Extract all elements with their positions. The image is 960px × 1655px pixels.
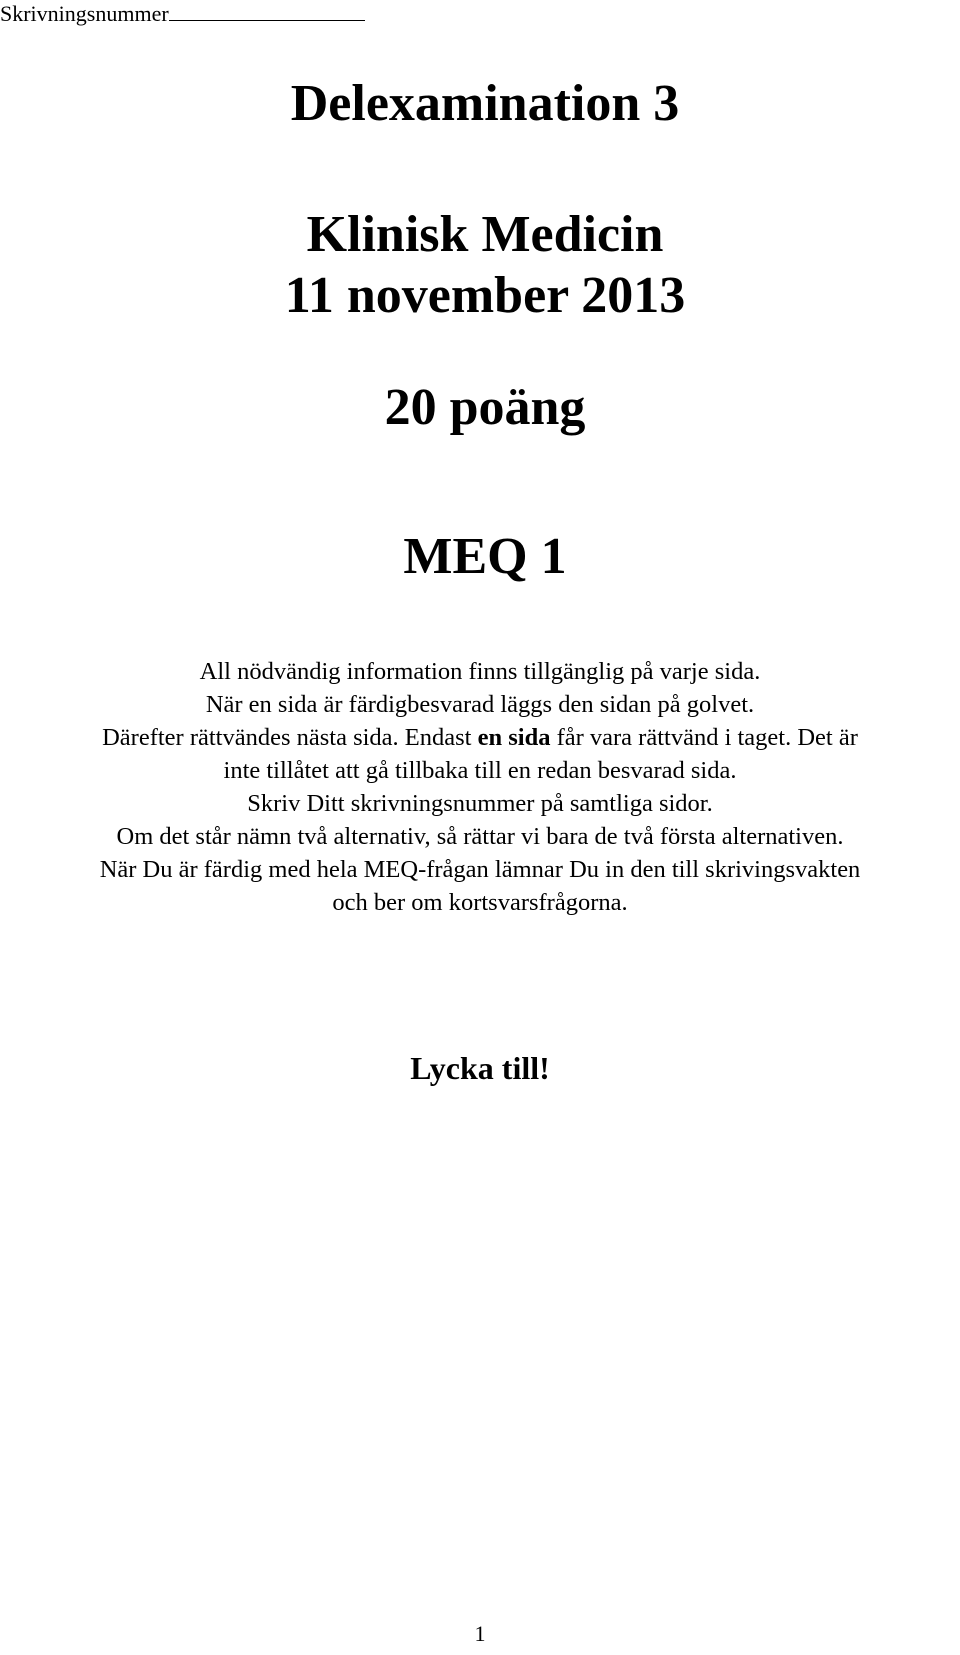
section-title: MEQ 1 [403, 528, 567, 585]
instruction-line: inte tillåtet att gå tillbaka till en redan besvarad sida. [223, 757, 737, 784]
course-title: Klinisk Medicin [306, 206, 664, 263]
instruction-text: Därefter rättvändes nästa sida. Endast [102, 724, 478, 751]
instruction-emphasis: en sida [477, 724, 551, 751]
instruction-line: När Du är färdig med hela MEQ-frågan lämnar Du in den till skrivingsvakten [99, 856, 861, 883]
instruction-line: och ber om kortsvarsfrågorna. [332, 889, 628, 916]
exam-title: Delexamination 3 [290, 75, 680, 132]
closing-greeting: Lycka till! [410, 1050, 550, 1086]
instruction-line: Skriv Ditt skrivningsnummer på samtliga sidor. [247, 790, 713, 817]
instruction-line: När en sida är färdigbesvarad läggs den sidan på golvet. [205, 691, 755, 718]
page-number: 1 [474, 1621, 486, 1646]
instructions-block [0, 655, 960, 919]
exam-date: 11 november 2013 [284, 267, 686, 324]
instruction-line: Om det står nämn två alternativ, så rättar vi bara de två första alternativen. [116, 823, 844, 850]
writing-number-label: Skrivningsnummer [0, 1, 169, 26]
instruction-line [0, 721, 960, 754]
instruction-line: All nödvändig information finns tillgänglig på varje sida. [199, 658, 761, 685]
writing-number-field [0, 0, 365, 28]
instruction-text: får vara rättvänd i taget. Det är [550, 724, 858, 751]
points-title: 20 poäng [384, 379, 586, 436]
writing-number-blank [169, 0, 365, 21]
